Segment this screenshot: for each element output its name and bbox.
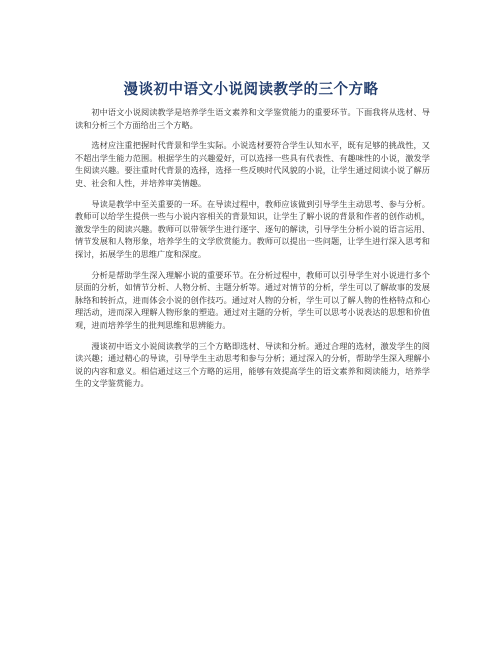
paragraph-selection: 选材应注重把握时代背景和学生实际。小说选材要符合学生认知水平，既有足够的挑战性，又不超出学生能力范围。根据学生的兴趣爱好，可以选择一些具有代表性、有趣味性的小说，激发学生阅读兴趣。要注重时代背景的选择，选择一些反映时代风貌的小说，让学生通过阅读小说了解历史、社会和人性，并培养审美情趣。 (75, 140, 430, 188)
paragraph-intro: 初中语文小说阅读教学是培养学生语文素养和文学鉴赏能力的重要环节。下面我将从选材、导读和分析三个方面给出三个方略。 (75, 107, 430, 130)
paragraph-conclusion: 漫谈初中语文小说阅读教学的三个方略即选材、导读和分析。通过合理的选材，激发学生的阅读兴趣；通过精心的导读，引导学生主动思考和参与分析；通过深入的分析，帮助学生深入理解小说的内容和意义。相信通过这三个方略的运用，能够有效提高学生的语文素养和阅读能力，培养学生的文学鉴赏能力。 (75, 340, 430, 389)
paragraph-guided-reading: 导读是教学中至关重要的一环。在导读过程中，教师应该做到引导学生主动思考、参与分析。教师可以给学生提供一些与小说内容相关的背景知识，让学生了解小说的背景和作者的创作动机，激发学生的阅读兴趣。教师可以带领学生进行逐字、逐句的解读，引导学生分析小说的语言运用、情节发展和人物形象，培养学生的文学欣赏能力。教师可以提出一些问题，让学生进行深入思考和探讨，拓展学生的思维广度和深度。 (75, 198, 430, 259)
document-body (75, 106, 430, 398)
paragraph-analysis: 分析是帮助学生深入理解小说的重要环节。在分析过程中，教师可以引导学生对小说进行多个层面的分析，如情节分析、人物分析、主题分析等。通过对情节的分析，学生可以了解故事的发展脉络和转折点，进而体会小说的创作技巧。通过对人物的分析，学生可以了解人物的性格特点和心理活动，进而深入理解人物形象的塑造。通过对主题的分析，学生可以思考小说表达的思想和价值观，进而培养学生的批判思维和思辨能力。 (75, 269, 430, 330)
document-title: 漫谈初中语文小说阅读教学的三个方略 (123, 82, 379, 98)
